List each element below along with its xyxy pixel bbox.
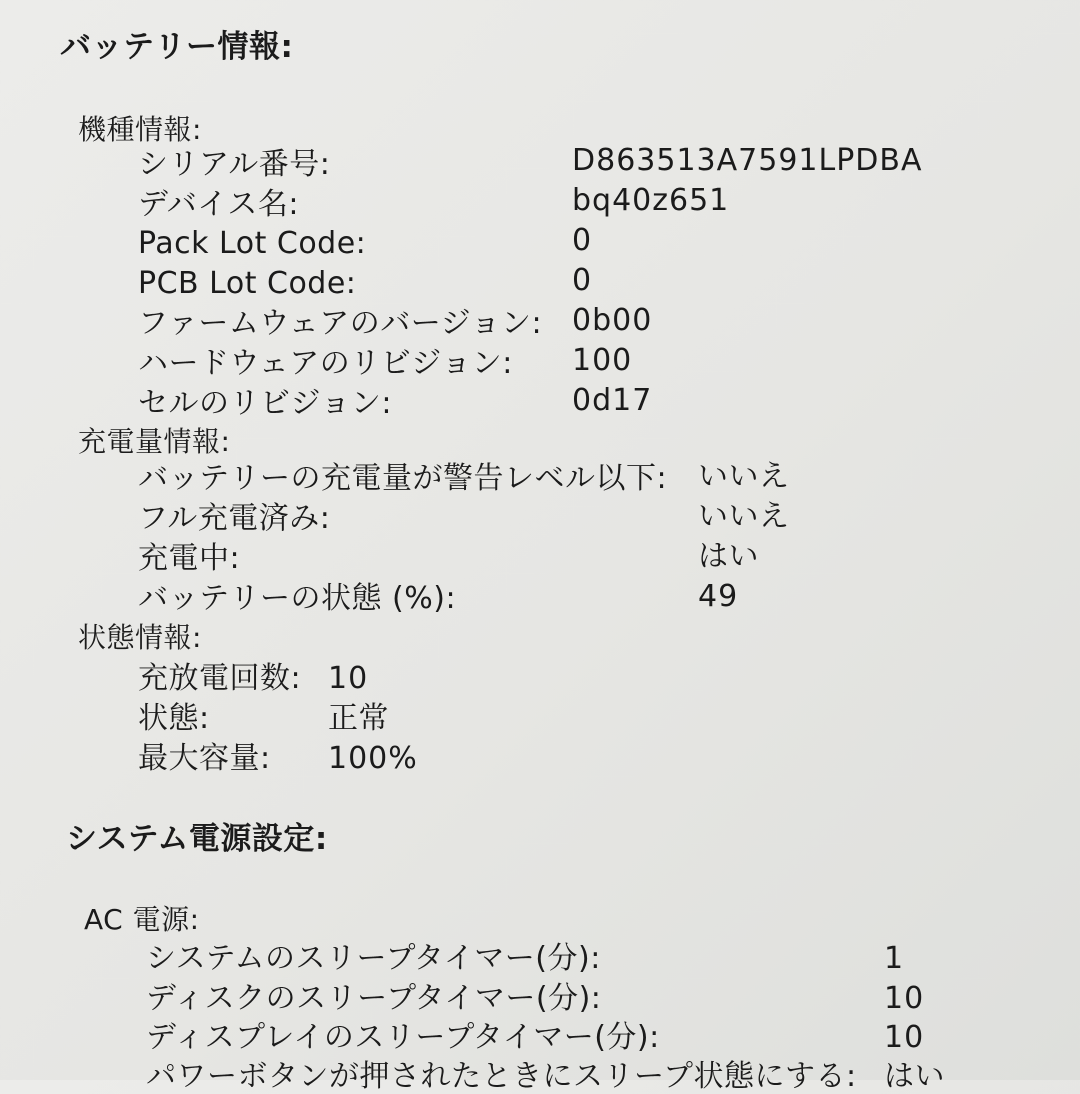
display-sleep-value: 10 bbox=[884, 1020, 925, 1055]
cell-revision-label: セルのリビジョン: bbox=[138, 386, 393, 421]
battery-state-value: 49 bbox=[698, 579, 739, 614]
serial-number-label: シリアル番号: bbox=[138, 147, 331, 182]
charge-info-heading: 充電量情報: bbox=[78, 425, 231, 458]
power-button-sleep-label: パワーボタンが押されたときにスリープ状態にする: bbox=[146, 1059, 857, 1094]
display-sleep-label: ディスプレイのスリープタイマー(分): bbox=[146, 1020, 660, 1055]
low-charge-warning-value: いいえ bbox=[698, 459, 790, 494]
fully-charged-value: いいえ bbox=[698, 499, 790, 534]
disk-sleep-value: 10 bbox=[884, 981, 925, 1016]
condition-label: 状態: bbox=[138, 701, 210, 736]
battery-state-label: バッテリーの状態 (%): bbox=[138, 581, 457, 616]
condition-value: 正常 bbox=[328, 701, 389, 736]
hardware-revision-label: ハードウェアのリビジョン: bbox=[138, 346, 513, 381]
device-name-value: bq40z651 bbox=[572, 183, 730, 218]
health-info-heading: 状態情報: bbox=[78, 621, 202, 654]
device-name-label: デバイス名: bbox=[138, 187, 300, 222]
disk-sleep-label: ディスクのスリープタイマー(分): bbox=[146, 981, 602, 1016]
pack-lot-code-label: Pack Lot Code: bbox=[138, 226, 367, 261]
ac-power-heading: AC 電源: bbox=[84, 903, 200, 936]
power-settings-heading: システム電源設定: bbox=[66, 821, 328, 857]
battery-info-heading: バッテリー情報: bbox=[60, 29, 294, 65]
max-capacity-label: 最大容量: bbox=[138, 741, 271, 776]
fully-charged-label: フル充電済み: bbox=[138, 501, 331, 536]
model-info-heading: 機種情報: bbox=[78, 113, 202, 146]
serial-number-value: D863513A7591LPDBA bbox=[572, 143, 923, 178]
charging-value: はい bbox=[698, 539, 759, 574]
cell-revision-value: 0d17 bbox=[572, 383, 653, 418]
charging-label: 充電中: bbox=[138, 541, 241, 576]
cycle-count-value: 10 bbox=[328, 661, 369, 696]
firmware-version-value: 0b00 bbox=[572, 303, 653, 338]
power-button-sleep-value: はい bbox=[884, 1059, 945, 1094]
firmware-version-label: ファームウェアのバージョン: bbox=[138, 306, 543, 341]
low-charge-warning-label: バッテリーの充電量が警告レベル以下: bbox=[138, 461, 668, 496]
pcb-lot-code-label: PCB Lot Code: bbox=[138, 266, 357, 301]
hardware-revision-value: 100 bbox=[572, 343, 633, 378]
max-capacity-value: 100% bbox=[328, 741, 418, 776]
system-sleep-value: 1 bbox=[884, 941, 905, 976]
pcb-lot-code-value: 0 bbox=[572, 263, 593, 298]
system-sleep-label: システムのスリープタイマー(分): bbox=[146, 941, 601, 976]
pack-lot-code-value: 0 bbox=[572, 223, 593, 258]
cycle-count-label: 充放電回数: bbox=[138, 661, 302, 696]
